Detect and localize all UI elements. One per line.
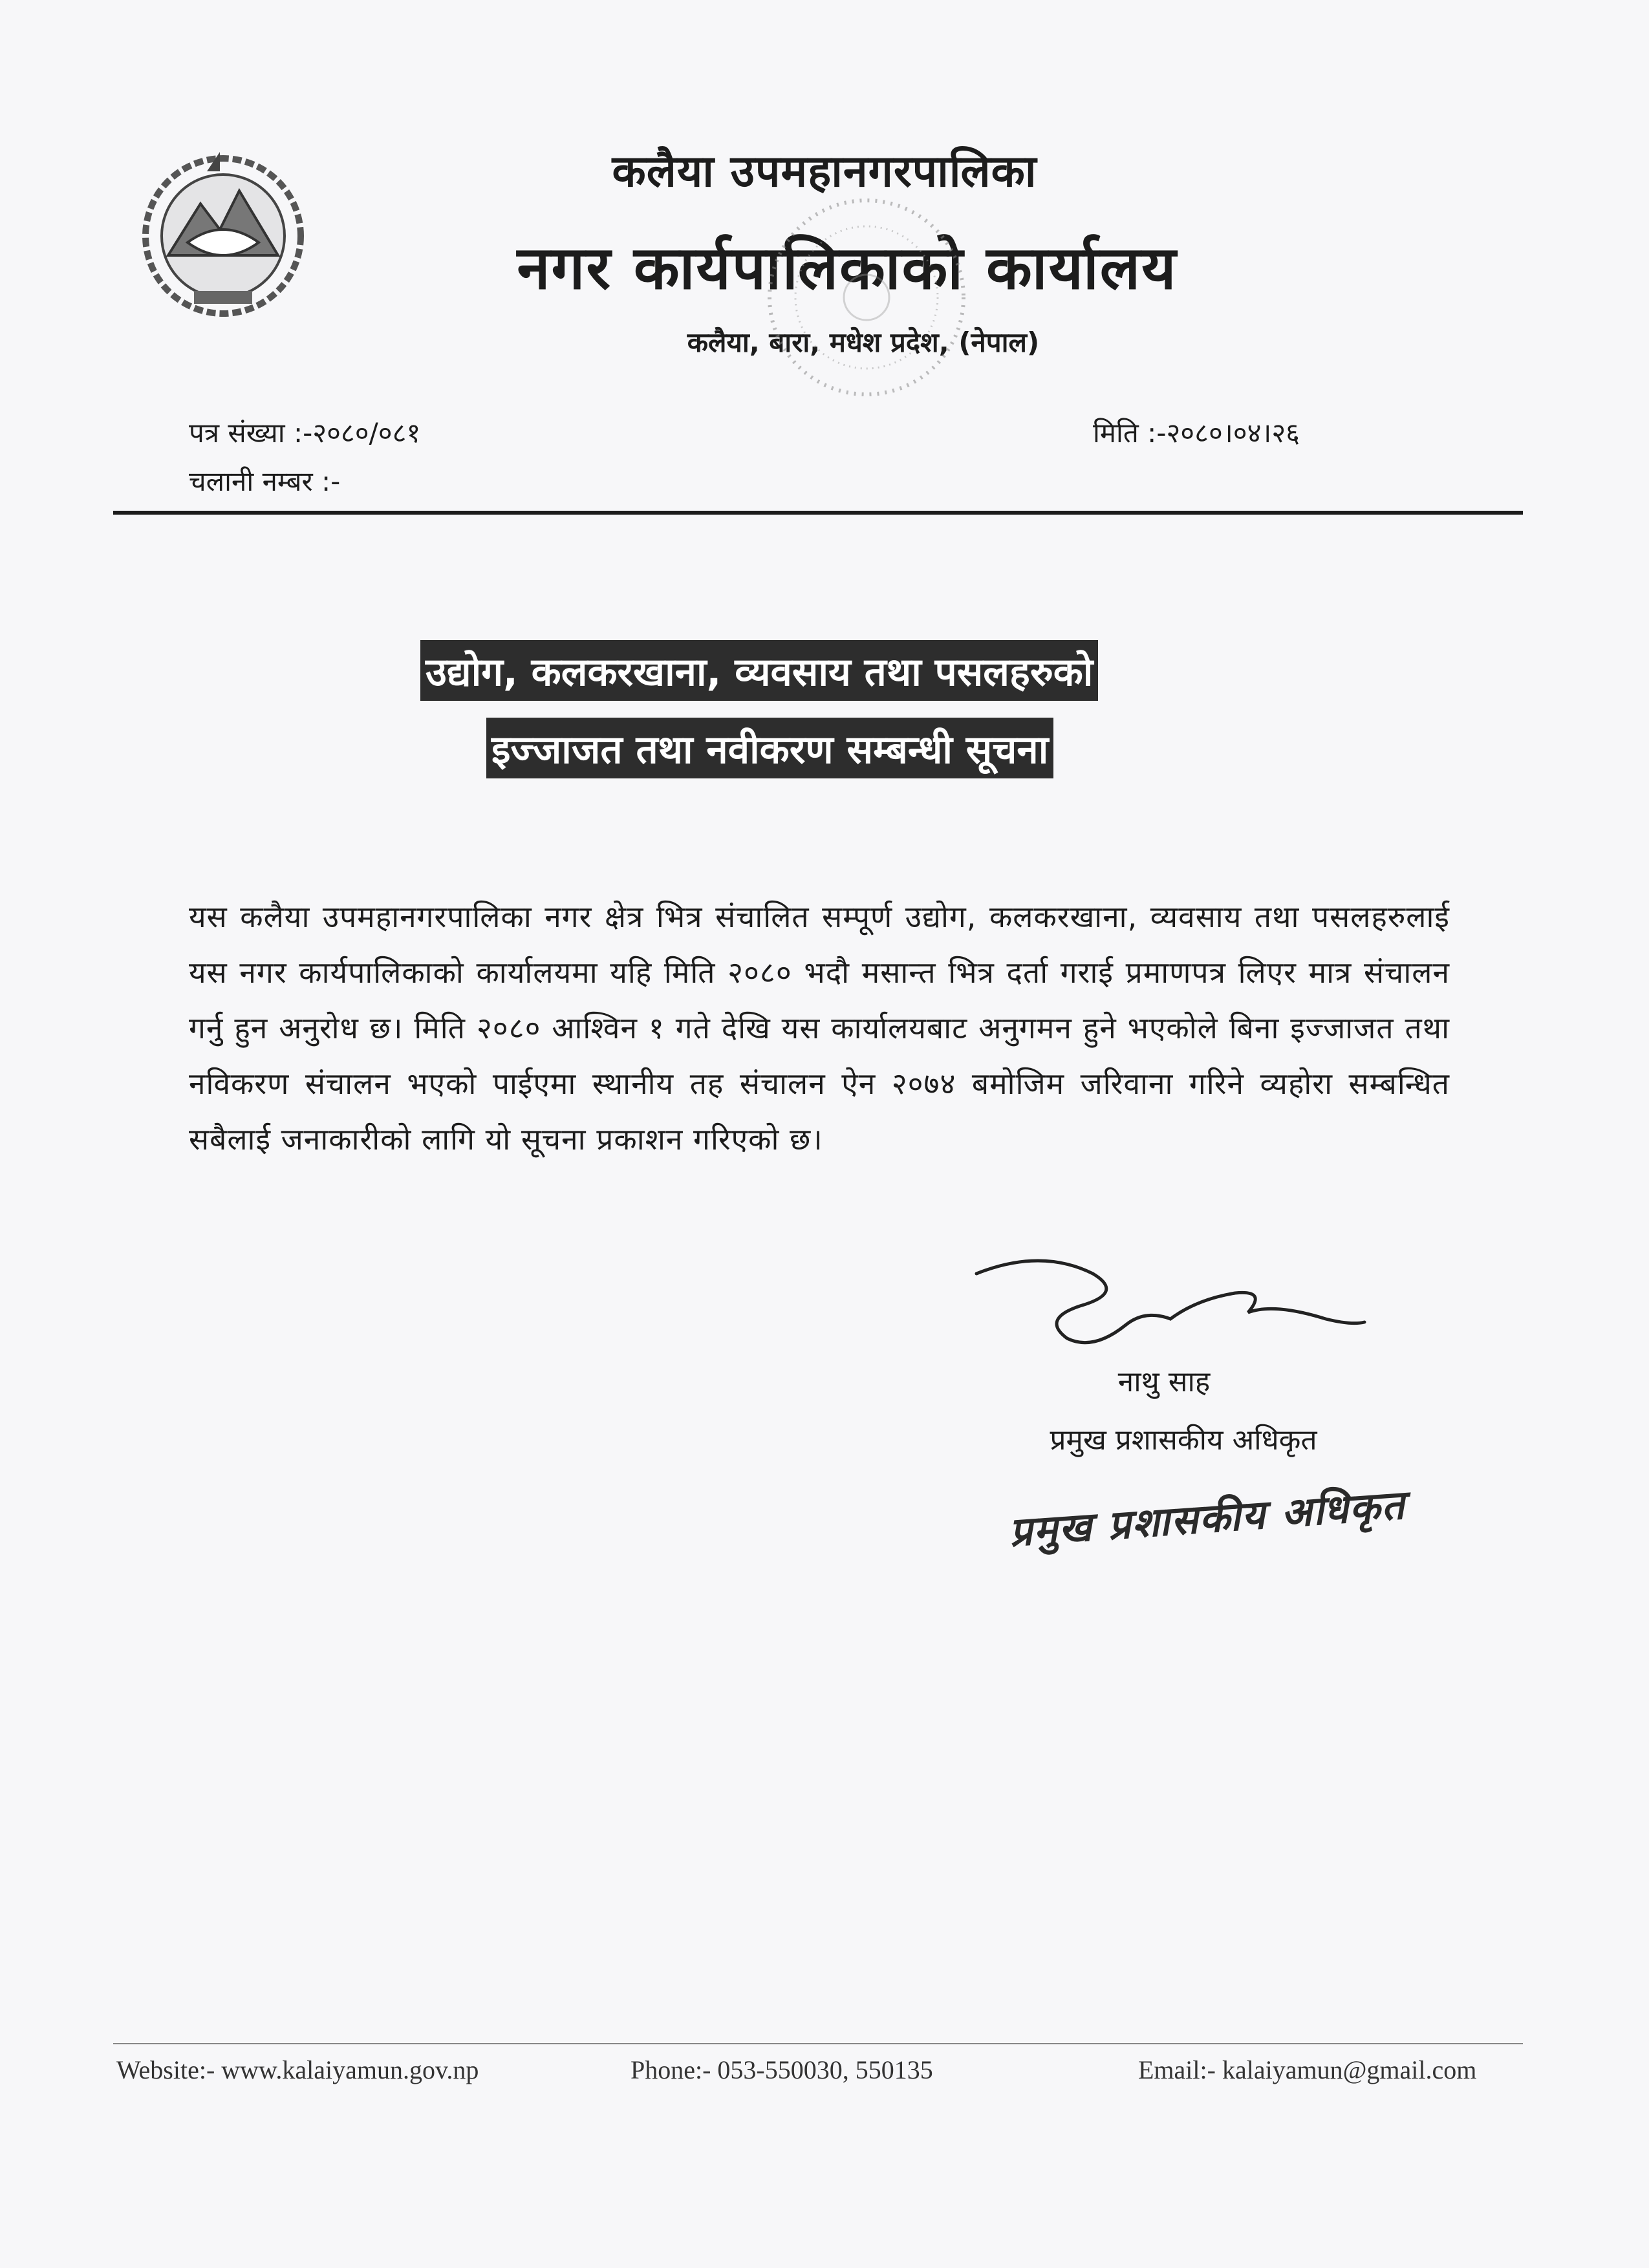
notice-body: यस कलैया उपमहानगरपालिका नगर क्षेत्र भित्र संचालित सम्पूर्ण उद्योग, कलकरखाना, व्यवसाय तथा पसलहरुलाई यस नगर कार्यपालिकाको कार्यालयमा यहि मिति २०८० भदौ मसान्त भित्र दर्ता गराई प्रमाणपत्र लिएर मात्र संचालन गर्नु हुन अनुरोध छ। मिति २०८० आश्विन १ गते देखि यस कार्यालयबाट अनुगमन हुने भएकोले बिना इज्जाजत तथा नविकरण संचालन भएको पाईएमा स्थानीय तह संचालन ऐन २०७४ बमोजिम जरिवाना गरिने व्यहोरा सम्बन्धित सबैलाई जनाकारीको लागि यो सूचना प्रकाशन गरिएको छ।	[189, 899, 1450, 1157]
notice-title-line-1: उद्योग, कलकरखाना, व्यवसाय तथा पसलहरुको	[420, 640, 1098, 701]
header-divider	[113, 511, 1523, 515]
footer-website: Website:- www.kalaiyamun.gov.np	[116, 2055, 479, 2084]
office-round-stamp-icon	[737, 168, 996, 440]
footer-divider	[113, 2043, 1523, 2044]
organization-name: कलैया उपमहानगरपालिका	[612, 146, 1037, 197]
notice-title-line-2: इज्जाजत तथा नवीकरण सम्बन्धी सूचना	[486, 718, 1053, 778]
office-address: कलैया, बारा, मधेश प्रदेश, (नेपाल)	[687, 326, 1040, 358]
signer-title: प्रमुख प्रशासकीय अधिकृत	[1050, 1424, 1317, 1457]
letter-number: पत्र संख्या :-२०८०/०८१	[189, 417, 421, 449]
nepal-government-emblem-icon	[123, 145, 323, 326]
handwritten-signature-icon	[964, 1248, 1377, 1358]
office-name: नगर कार्यपालिकाको कार्यालय	[517, 233, 1178, 303]
letter-date: मिति :-२०८०।०४।२६	[1093, 417, 1300, 449]
footer-email: Email:- kalaiyamun@gmail.com	[1138, 2055, 1477, 2084]
footer-phone: Phone:- 053-550030, 550135	[630, 2055, 933, 2084]
signer-name: नाथु साह	[1117, 1365, 1211, 1398]
designation-seal: प्रमुख प्रशासकीय अधिकृत	[1008, 1481, 1407, 1556]
dispatch-number: चलानी नम्बर :-	[189, 465, 341, 497]
